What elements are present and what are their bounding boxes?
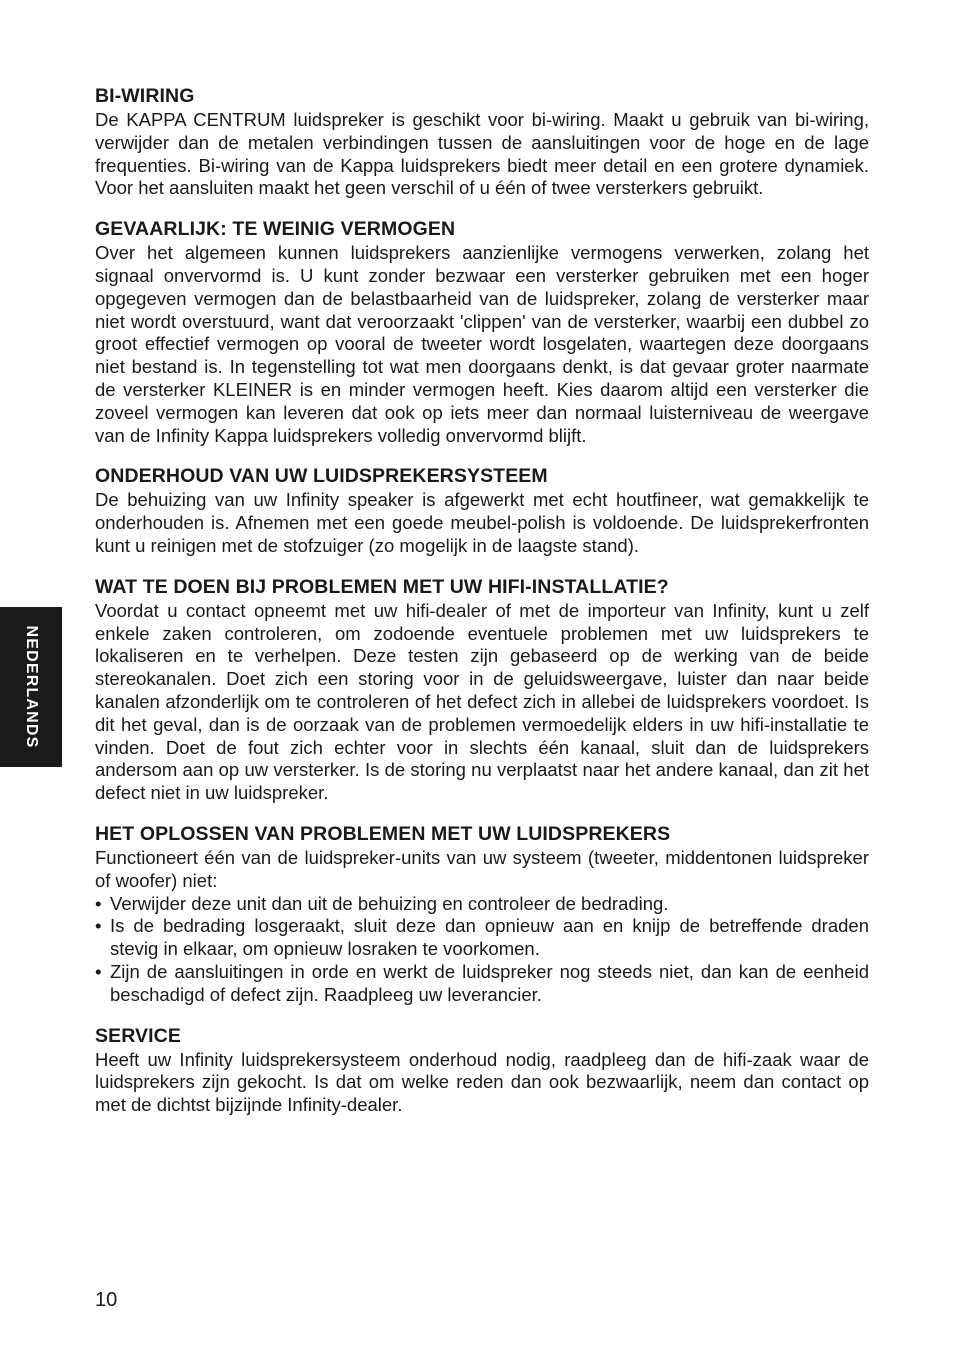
section-body: De KAPPA CENTRUM luidspreker is geschikt voor bi-wiring. Maakt u gebruik van bi-wiring, verwijder dan de metalen verbindingen tussen de aansluitingen voor de hoge en de lage frequenties. Bi-wiring van de Kappa luidsprekers biedt meer detail en een grotere dynamiek. Voor het aansluiten maakt het geen verschil of u één of twee versterkers gebruikt. (95, 109, 869, 199)
section-speaker-troubleshooting (95, 822, 869, 1007)
language-tab-label: NEDERLANDS (23, 625, 40, 749)
section-bi-wiring (95, 84, 869, 200)
section-heading: SERVICE (95, 1024, 181, 1047)
bullet-icon: • (95, 892, 102, 914)
list-item-text: Verwijder deze unit dan uit de behuizing en controleer de bedrading. (110, 892, 669, 914)
page-number: 10 (95, 1289, 118, 1311)
section-heading: WAT TE DOEN BIJ PROBLEMEN MET UW HIFI-INSTALLATIE? (95, 575, 669, 598)
section-service (95, 1024, 869, 1117)
section-maintenance (95, 464, 869, 557)
page-content (95, 84, 869, 1134)
list-item (95, 915, 869, 961)
bullet-icon: • (95, 960, 102, 982)
bullet-icon: • (95, 915, 102, 937)
section-body: Functioneert één van de luidspreker-units van uw systeem (tweeter, middentonen luidspreker of woofer) niet: (95, 846, 869, 891)
bullet-list (95, 893, 869, 1007)
section-heading: GEVAARLIJK: TE WEINIG VERMOGEN (95, 218, 456, 241)
section-body: Heeft uw Infinity luidsprekersysteem onderhoud nodig, raadpleeg dan de hifi-zaak waar de luidsprekers zijn gekocht. Is dat om welke reden dan ook bezwaarlijk, neem dan contact op met de dichtst bijzijnde Infinity-dealer. (95, 1048, 869, 1116)
section-underpowered-warning (95, 217, 869, 447)
list-item-text: Zijn de aansluitingen in orde en werkt de luidspreker nog steeds niet, dan kan de eenheid beschadigd of defect zijn. Raadpleeg uw leverancier. (110, 960, 869, 1005)
section-heading: ONDERHOUD VAN UW LUIDSPREKERSYSTEEM (95, 465, 548, 488)
section-body: Voordat u contact opneemt met uw hifi-dealer of met de importeur van Infinity, kunt u zelf enkele zaken controleren, om zodoende eventuele problemen met uw luidsprekers te lokaliseren en te verhelpen. Deze testen zijn gebaseerd op de werking van de beide stereokanalen. Doet zich een storing voor in de geluidsweergave, luister dan naar beide kanalen afzonderlijk om te controleren of het defect zich in allebei de luidsprekers voordoet. Is dit het geval, dan is de oorzaak van de problemen vermoedelijk elders in uw hifi-installatie te vinden. Doet de fout zich echter voor in slechts één kanaal, sluit dan de luidsprekers andersom aan op uw versterker. Is de storing nu verplaatst naar het andere kanaal, dan zit het defect niet in uw luidspreker. (95, 599, 869, 804)
section-hifi-troubleshooting (95, 575, 869, 805)
section-body: Over het algemeen kunnen luidsprekers aanzienlijke vermogens verwerken, zolang het signaal onvervormd is. U kunt zonder bezwaar een versterker gebruiken met een hoger opgegeven vermogen dan de belastbaarheid van de luidspreker, zolang de versterker maar niet wordt overstuurd, want dat veroorzaakt 'clippen' van de versterker, waarbij een dubbel zo groot effectief vermogen op vooral de tweeter wordt losgelaten, waartegen deze doorgaans niet bestand is. In tegenstelling tot wat men doorgaans denkt, is dat gevaar groter naarmate de versterker KLEINER is en minder vermogen heeft. Kies daarom altijd een versterker die zoveel vermogen kan leveren dat ook op iets meer dan normaal luisterniveau de weergave van de Infinity Kappa luidsprekers volledig onvervormd blijft. (95, 242, 869, 446)
section-body: De behuizing van uw Infinity speaker is afgewerkt met echt houtfineer, wat gemakkelijk te onderhouden is. Afnemen met een goede meubel-polish is voldoende. De luidsprekerfronten kunt u reinigen met de stofzuiger (zo mogelijk in de laagste stand). (95, 489, 869, 556)
list-item-text: Is de bedrading losgeraakt, sluit deze dan opnieuw aan en knijp de betreffende draden stevig in elkaar, om opnieuw losraken te voorkomen. (110, 915, 869, 960)
section-heading: HET OPLOSSEN VAN PROBLEMEN MET UW LUIDSPREKERS (95, 822, 671, 845)
list-item (95, 893, 869, 916)
list-item (95, 961, 869, 1007)
section-heading: BI-WIRING (95, 85, 195, 107)
language-tab (0, 607, 62, 767)
